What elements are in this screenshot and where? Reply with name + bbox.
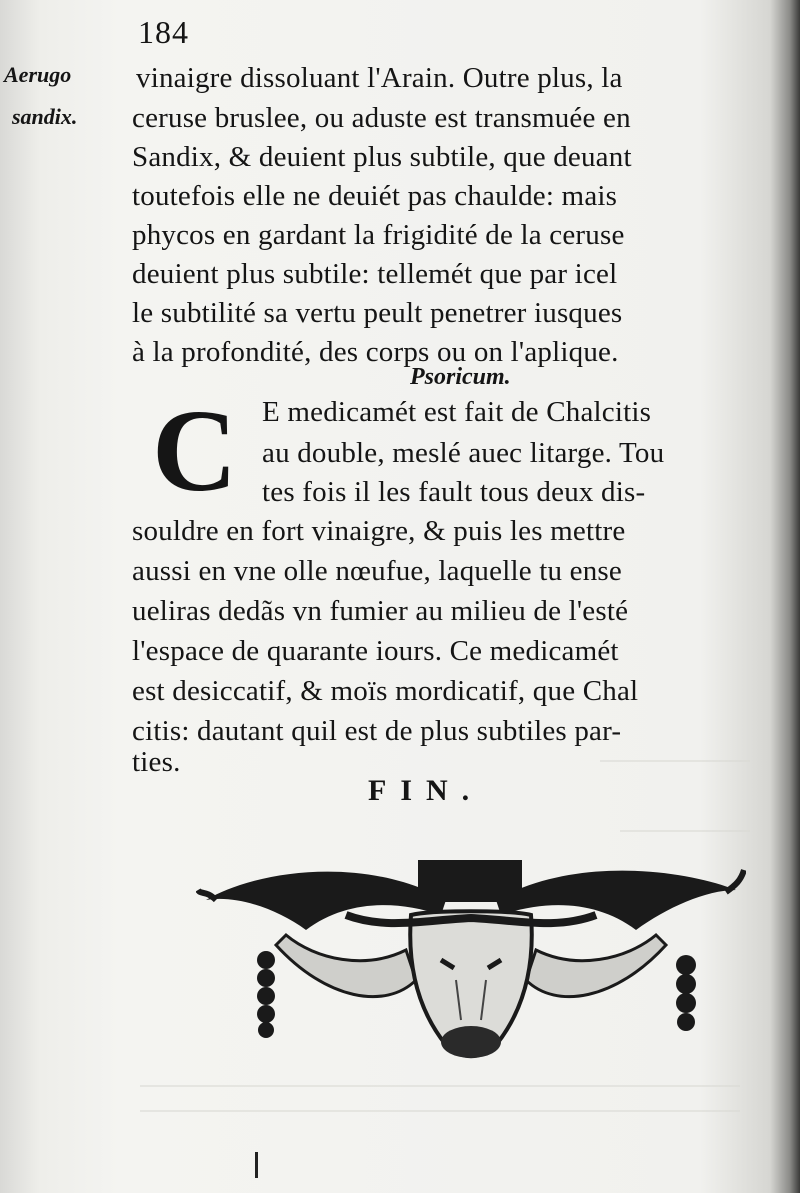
- section-line: souldre en fort vinaigre, & puis les mettre: [132, 515, 626, 547]
- section-line: ties.: [132, 746, 181, 778]
- end-word: FIN.: [368, 774, 484, 807]
- page-number: 184: [138, 14, 189, 50]
- body-line: vinaigre dissoluant l'Arain. Outre plus, la: [136, 62, 623, 94]
- show-through-line: [620, 830, 750, 832]
- section-line: E medicamét est fait de Chalcitis: [262, 396, 652, 428]
- body-line: le subtilité sa vertu peult penetrer iusques: [132, 297, 623, 329]
- show-through-line: [140, 1085, 740, 1087]
- drop-cap: C: [152, 385, 238, 516]
- body-line: ceruse bruslee, ou aduste est transmuée en: [132, 102, 631, 134]
- section-title: Psoricum.: [410, 364, 511, 390]
- body-line: phycos en gardant la frigidité de la ceruse: [132, 219, 625, 251]
- section-line: citis: dautant quil est de plus subtiles par-: [132, 715, 622, 747]
- show-through-line: [140, 1110, 740, 1112]
- section-line: aussi en vne olle nœufue, laquelle tu ense: [132, 555, 622, 587]
- margin-note-sandix: sandix.: [12, 104, 78, 129]
- body-line: toutefois elle ne deuiét pas chaulde: mais: [132, 180, 618, 212]
- page-edge-mark: [255, 1152, 258, 1178]
- body-line: Sandix, & deuient plus subtile, que deuant: [132, 141, 632, 173]
- show-through-line: [600, 760, 750, 762]
- body-line: deuient plus subtile: tellemét que par icel: [132, 258, 618, 290]
- section-line: tes fois il les fault tous deux dis-: [262, 476, 646, 508]
- section-line: l'espace de quarante iours. Ce medicamét: [132, 635, 619, 667]
- section-line: au double, meslé auec litarge. Tou: [262, 437, 665, 469]
- section-line: ueliras dedãs vn fumier au milieu de l'esté: [132, 595, 629, 627]
- margin-note-aerugo: Aerugo: [4, 62, 72, 87]
- body-line: à la profondité, des corps ou on l'aplique.: [132, 336, 619, 368]
- ram-head-ornament-illustration: [196, 860, 746, 1070]
- section-line: est desiccatif, & moïs mordicatif, que Chal: [132, 675, 639, 707]
